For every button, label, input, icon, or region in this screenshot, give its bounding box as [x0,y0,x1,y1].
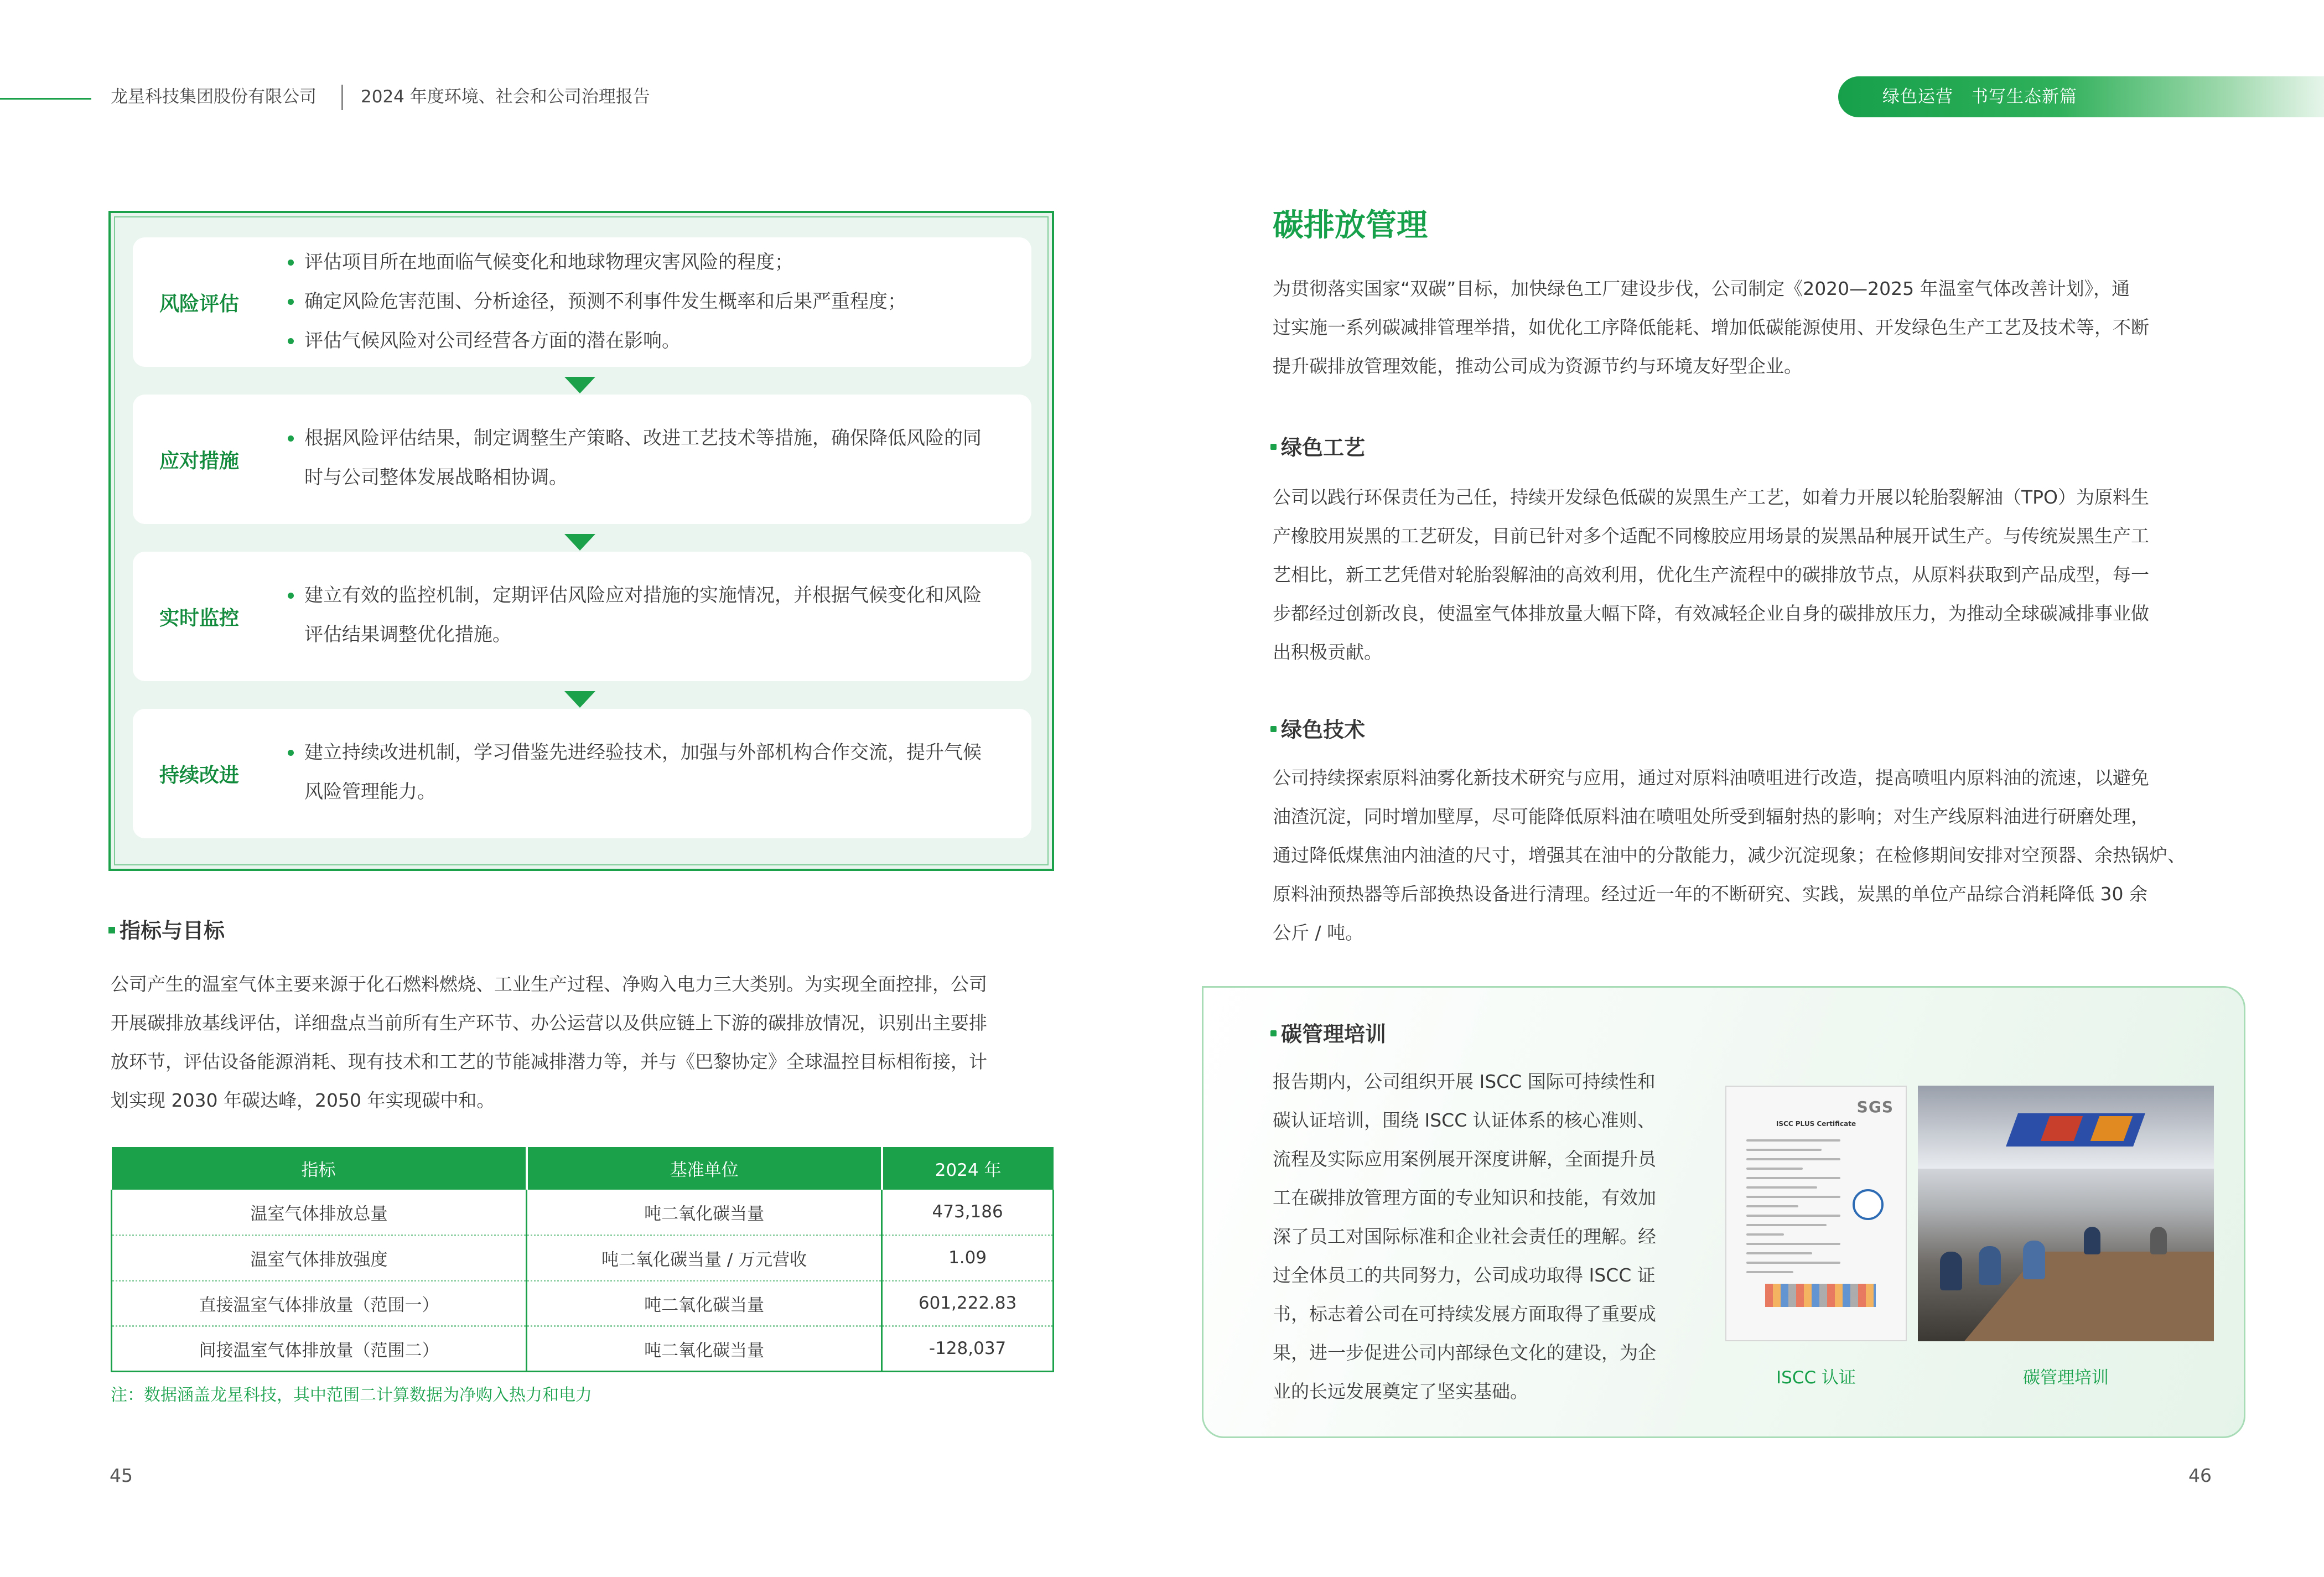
bullet-square-icon [108,927,115,933]
header-divider [341,85,343,110]
table-note: 注：数据涵盖龙星科技，其中范围二计算数据为净购入热力和电力 [111,1386,592,1405]
table-header: 指标 [112,1147,527,1190]
table-header: 2024 年 [882,1147,1054,1190]
step-line: 评估结果调整优化措施。 [304,624,511,646]
step-line: 风险管理能力。 [304,781,436,803]
bullet-icon [1270,444,1277,450]
table-cell: 吨二氧化碳当量 [527,1326,882,1371]
bullet-icon [1270,726,1277,732]
page-number-left: 45 [110,1465,133,1486]
table-cell: -128,037 [882,1326,1054,1371]
training-heading: 碳管理培训 [1270,1019,1386,1049]
green-process-heading: 绿色工艺 [1270,433,1365,463]
step-line: 时与公司整体发展战略相协调。 [304,466,568,489]
step-line: 根据风险评估结果，制定调整生产策略、改进工艺技术等措施，确保降低风险的同 [288,419,1013,458]
green-tech-paragraph: 公司持续探索原料油雾化新技术研究与应用，通过对原料油喷咀进行改造，提高喷咀内原料油的流速，以避免 油渣沉淀，同时增加壁厚，尽可能降低原料油在喷咀处所受到辐射热的影响；对生产线原料油进行研磨处理， 通过降低煤焦油内油渣的尺寸，增强其在油中的分散能力，减少沉淀现象；在检修期间安排对空预器、余热锅炉、 原料油预热器等后部换热设备进行清理。经过近一年的不断研究、实践，炭黑的单位产品综合消耗降低 30 余 公斤 / 吨。 [1273,767,2186,943]
arrow-down-icon [564,377,595,393]
table-header: 基准单位 [527,1147,882,1190]
step-line: 评估项目所在地面临气候变化和地球物理灾害风险的程度； [288,243,1013,282]
process-step-monitoring [133,552,1031,681]
ghg-indicators-table [111,1147,1054,1372]
indicators-paragraph: 公司产生的温室气体主要来源于化石燃料燃烧、工业生产过程、净购入电力三大类别。为实现全面控排，公司 开展碳排放基线评估，详细盘点当前所有生产环节、办公运营以及供应链上下游的碳排放情况，识别出主要排 放环节，评估设备能源消耗、现有技术和工艺的节能减排潜力等，并与《巴黎协定》全球温控目标相衔接，计 划实现 2030 年碳达峰，2050 年实现碳中和。 [111,973,987,1111]
certification-seal-icon [1853,1189,1884,1220]
table-cell: 吨二氧化碳当量 [527,1190,882,1235]
carbon-intro: 为贯彻落实国家“双碳”目标，加快绿色工厂建设步伐，公司制定《2020—2025 年温室气体改善计划》，通 过实施一系列碳减排管理举措，如优化工序降低能耗、增加低碳能源使用、开发绿色生产工艺及技术等，不断 提升碳排放管理效能，推动公司成为资源节约与环境友好型企业。 [1273,278,2149,377]
photo-caption: 碳管理培训 [2023,1368,2109,1388]
table-cell: 温室气体排放强度 [112,1235,527,1280]
step-line: 评估气候风险对公司经营各方面的潜在影响。 [288,321,1013,361]
table-row [112,1326,1054,1371]
arrow-down-icon [564,534,595,551]
header-report-title: 2024 年度环境、社会和公司治理报告 [361,87,650,107]
header-company: 龙星科技集团股份有限公司 [111,87,317,107]
sgs-logo: SGS [1856,1098,1894,1116]
certificate-caption: ISCC 认证 [1776,1368,1856,1388]
table-cell: 吨二氧化碳当量 / 万元营收 [527,1235,882,1280]
certificate-heading: ISCC PLUS Certificate [1776,1120,1856,1128]
step-line: 确定风险危害范围、分析途径，预测不利事件发生概率和后果严重程度； [288,282,1013,321]
step-line: 建立有效的监控机制，定期评估风险应对措施的实施情况，并根据气候变化和风险 [288,576,1013,615]
green-process-paragraph: 公司以践行环保责任为己任，持续开发绿色低碳的炭黑生产工艺，如着力开展以轮胎裂解油（TPO）为原料生 产橡胶用炭黑的工艺研发，目前已针对多个适配不同橡胶应用场景的炭黑品种展开试生产。与传统炭黑生产工 艺相比，新工艺凭借对轮胎裂解油的高效利用，优化生产流程中的碳排放节点，从原料获取到产品成型，每一 步都经过创新改良，使温室气体排放量大幅下降，有效减轻企业自身的碳排放压力，为推动全球碳减排事业做 出积极贡献。 [1273,486,2150,663]
arrow-down-icon [564,691,595,708]
header-rule [0,98,91,100]
table-row [112,1235,1054,1280]
step-title: 持续改进 [159,764,240,787]
training-meeting-photo [1918,1086,2214,1341]
certificate-logos-strip [1765,1284,1876,1307]
table-cell: 间接温室气体排放量（范围二） [112,1326,527,1371]
section-tag-label: 绿色运营 书写生态新篇 [1882,87,2077,107]
table-cell: 直接温室气体排放量（范围一） [112,1280,527,1326]
table-cell: 473,186 [882,1190,1054,1235]
bullet-icon [1270,1030,1277,1036]
certificate-text-lines [1746,1139,1840,1280]
green-tech-heading: 绿色技术 [1270,715,1365,745]
process-step-response [133,395,1031,524]
table-row [112,1280,1054,1326]
indicators-heading: 指标与目标 [108,916,225,946]
step-title: 风险评估 [159,292,240,315]
step-title: 应对措施 [159,449,240,473]
page-number-right: 46 [2188,1465,2212,1486]
process-step-improvement [133,709,1031,838]
table-row [112,1190,1054,1235]
section-tag [1838,76,2324,117]
step-line: 建立持续改进机制，学习借鉴先进经验技术，加强与外部机构合作交流，提升气候 [288,733,1013,772]
iscc-certificate-image [1725,1086,1907,1341]
carbon-section-title: 碳排放管理 [1273,208,1428,243]
process-step-risk-assessment [133,237,1031,367]
step-title: 实时监控 [159,606,240,630]
table-cell: 温室气体排放总量 [112,1190,527,1235]
climate-risk-process [108,211,1054,871]
table-cell: 1.09 [882,1235,1054,1280]
table-cell: 吨二氧化碳当量 [527,1280,882,1326]
table-cell: 601,222.83 [882,1280,1054,1326]
training-paragraph: 报告期内，公司组织开展 ISCC 国际可持续性和 碳认证培训，围绕 ISCC 认证体系的核心准则、 流程及实际应用案例展开深度讲解，全面提升员 工在碳排放管理方面的专业知识和技能，有效加 深了员工对国际标准和企业社会责任的理解。经 过全体员工的共同努力，公司成功取得 ISCC 证 书，标志着公司在可持续发展方面取得了重要成 果，进一步促进公司内部绿色文化的建设，为企 业的长远发展奠定了坚实基础。 [1273,1071,1656,1402]
